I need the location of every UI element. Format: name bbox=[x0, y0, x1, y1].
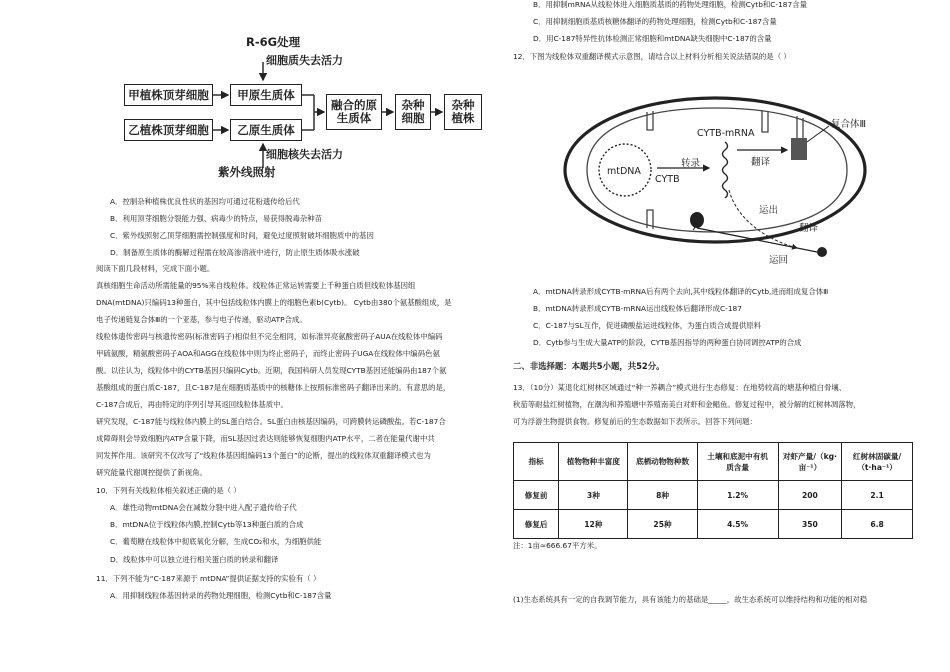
table-cell: 200 bbox=[778, 481, 842, 510]
passage-line: C-187合成后，再由特定的序列引导其返回线粒体基质中。 bbox=[96, 400, 288, 409]
translation-bottom-label: 翻译 bbox=[799, 223, 819, 234]
mrna-strand bbox=[723, 142, 728, 198]
q10-option-d: D．线粒体中可以独立进行相关蛋白质的转录和翻译 bbox=[110, 555, 279, 564]
passage-line: 研究能量代谢调控提供了新视角。 bbox=[96, 468, 207, 477]
q12-option-a: A．mtDNA转录形成CYTB-mRNA后有两个去向,其中线粒体翻译的Cytb,进而组成复合体Ⅲ bbox=[533, 287, 829, 296]
fused-protoplast-box: 融合的原生质体 bbox=[326, 94, 382, 130]
q13-line: 可为浮游生物提供食物。修复前后的生态数据如下表所示。回答下列问题： bbox=[513, 417, 757, 426]
q10-option-a: A．雄性动物mtDNA会在减数分裂中进入配子遗传给子代 bbox=[110, 503, 297, 512]
table-cell: 8种 bbox=[628, 481, 697, 510]
table-cell: 25种 bbox=[628, 510, 697, 539]
passage-line: 基酸组成的蛋白质C-187，且C-187是在细胞质基质中的核糖体上按照标准密码子翻译出来的。有意思的是， bbox=[96, 383, 451, 392]
q11-option-c: C．用抑制细胞质基质核糖体翻译的药物处理细胞，检测Cytb和C-187含量 bbox=[533, 17, 777, 26]
q12-option-b: B．mtDNA转录形成CYTB-mRNA运出线粒体后翻译形成C-187 bbox=[533, 304, 742, 313]
passage-line: 甲硫氨酸，精氨酸密码子AOA和AGG在线粒体中则为终止密码子，而终止密码子UGA在线粒体中编码色氨 bbox=[96, 349, 440, 358]
mtdna-label: mtDNA bbox=[607, 166, 641, 177]
table-header: 对虾产量/（kg·亩⁻¹） bbox=[778, 443, 842, 481]
passage-line: 研究发现，C-187能与线粒体内膜上的SL蛋白结合。SL蛋白由核基因编码，可跨膜转运磷酸盐。若C-187合 bbox=[96, 417, 446, 426]
table-cell: 2.1 bbox=[842, 481, 913, 510]
passage-line: 线粒体遗传密码与核遗传密码(标准密码子)相似但不完全相同，如标准异亮氨酸密码子AUA在线粒体中编码 bbox=[96, 332, 443, 341]
mrna-label: CYTB-mRNA bbox=[697, 128, 755, 139]
q12-stem: 12．下图为线粒体双重翻译模式示意图，请结合以上材料分析相关说法错误的是（ ） bbox=[513, 52, 791, 61]
passage-line: 真核细胞生命活动所需能量的95%来自线粒体。线粒体正常运转需要上千种蛋白质但线粒体基因组 bbox=[96, 281, 416, 290]
passage-line: 同发挥作用。该研究不仅改写了“线粒体基因组编码13个蛋白”的论断，提出的线粒体双重翻译模式也为 bbox=[96, 451, 431, 460]
nucleus-inactive-label: 细胞核失去活力 bbox=[266, 148, 343, 161]
passage-line: 酸。以往认为，线粒体中的CYTB基因只编码Cytb。近期，我国科研人员发现CYTB基因还能编码由187个氨 bbox=[96, 366, 447, 375]
passage-line: 电子传递链复合体Ⅲ的一个亚基，参与电子传递，驱动ATP合成。 bbox=[96, 315, 307, 324]
q11-option-d: D．用C-187特异性抗体检测正常细胞和mtDNA缺失细胞中C-187的含量 bbox=[533, 34, 772, 43]
q10-option-c: C．葡萄糖在线粒体中彻底氧化分解，生成CO₂和水，为细胞供能 bbox=[110, 537, 322, 546]
q10-option-b: B．mtDNA位于线粒体内膜,控制Cytb等13种蛋白质的合成 bbox=[110, 520, 304, 529]
table-header: 植物物种丰富度 bbox=[559, 443, 628, 481]
complex-iii-label: 复合体Ⅲ bbox=[831, 119, 867, 130]
fusion-flowchart bbox=[88, 0, 493, 190]
cell-a-box: 甲植株顶芽细胞 bbox=[124, 84, 213, 106]
q11-option-a: A．用抑制线粒体基因转录的药物处理细胞，检测Cytb和C-187含量 bbox=[110, 591, 332, 600]
q10-stem: 10．下列有关线粒体相关叙述正确的是（ ） bbox=[96, 486, 241, 495]
q11-option-b: B．用抑制mRNA从线粒体进入细胞质基质的药物处理细胞，检测Cytb和C-187含量 bbox=[533, 0, 807, 9]
translation-top-label: 翻译 bbox=[751, 157, 771, 168]
hybrid-plant-box: 杂种植株 bbox=[444, 94, 482, 130]
q12-option-d: D．Cytb参与生成大量ATP的阶段，CYTB基因指导的两种蛋白协同调控ATP的合成 bbox=[533, 338, 802, 347]
passage-intro: 阅读下面几段材料，完成下面小题。 bbox=[96, 264, 215, 273]
table-cell: 12种 bbox=[559, 510, 628, 539]
mito-diagram-shapes bbox=[547, 70, 897, 270]
export-label: 运出 bbox=[759, 205, 779, 216]
table-header: 指标 bbox=[514, 443, 559, 481]
table-row bbox=[514, 481, 913, 510]
table-cell: 4.5% bbox=[697, 510, 778, 539]
table-row bbox=[514, 510, 913, 539]
cytoplasm-inactive-label: 细胞质失去活力 bbox=[266, 54, 343, 67]
table-header-row bbox=[514, 443, 913, 481]
passage-line: DNA(mtDNA)只编码13种蛋白，其中包括线粒体内膜上的细胞色素b(Cytb)。 Cytb由380个氨基酸组成，是 bbox=[96, 298, 452, 307]
q11-stem: 11．下列不能为“C-187来源于 mtDNA”提供证据支持的实验有（ ） bbox=[96, 574, 321, 583]
return-label: 运回 bbox=[769, 255, 789, 266]
q9-option-c: C．紫外线照射乙顶芽细胞需控制强度和时间，避免过度照射破坏细胞质中的基因 bbox=[110, 231, 374, 240]
q12-option-c: C．C-187与SL互作，促进磷酸盐运进线粒体，为蛋白质合成提供原料 bbox=[533, 321, 762, 330]
uv-treatment-label: 紫外线照射 bbox=[218, 165, 276, 179]
eco-data-table bbox=[513, 442, 913, 539]
table-cell: 修复后 bbox=[514, 510, 559, 539]
cell-b-box: 乙植株顶芽细胞 bbox=[124, 119, 213, 141]
q9-option-b: B．利用顶芽细胞分裂能力强、病毒少的特点，易获得脱毒杂种苗 bbox=[110, 214, 323, 223]
q13-line: 13．（10分）某退化红树林区域通过“种一养耦合”模式进行生态修复：在地势较高的塘基种植白骨壤、 bbox=[513, 383, 847, 392]
q13-sub1: (1)生态系统具有一定的自我调节能力，具有该能力的基础是_____，故生态系统可以维持结构和功能的相对稳 bbox=[513, 595, 868, 604]
cytb-gene-label: CYTB bbox=[655, 174, 680, 185]
table-note: 注：1亩≈666.67平方米。 bbox=[513, 541, 602, 550]
q9-option-d: D．制备原生质体的酶解过程需在较高渗溶液中进行，防止原生质体吸水涨破 bbox=[110, 248, 360, 257]
table-header: 红树林固碳量/（t·ha⁻¹） bbox=[842, 443, 913, 481]
section-heading: 二、非选择题：本题共5小题，共52分。 bbox=[513, 361, 665, 371]
q13-line: 秋茄等耐盐红树植物，在潮沟和养殖塘中养殖南美白对虾和金鲳鱼。修复过程中，被分解的红树林凋落物， bbox=[513, 400, 861, 409]
table-cell: 350 bbox=[778, 510, 842, 539]
proto-b-box: 乙原生质体 bbox=[230, 119, 302, 141]
transcription-label: 转录 bbox=[681, 158, 701, 169]
complex-iii-shape bbox=[791, 138, 807, 160]
treatment-top-label: R-6G处理 bbox=[246, 35, 301, 49]
passage-line: 成障碍则会导致细胞内ATP含量下降，而SL基因过表达则能够恢复细胞内ATP水平，二者在能量代谢中共 bbox=[96, 434, 435, 443]
mito-diagram bbox=[547, 70, 897, 270]
table-cell: 修复前 bbox=[514, 481, 559, 510]
table-header: 土壤和底泥中有机质含量 bbox=[697, 443, 778, 481]
table-cell: 6.8 bbox=[842, 510, 913, 539]
q9-option-a: A．控制杂种植株优良性状的基因均可通过花粉遗传给后代 bbox=[110, 197, 300, 206]
table-cell: 1.2% bbox=[697, 481, 778, 510]
hybrid-cell-box: 杂种细胞 bbox=[395, 94, 431, 130]
table-cell: 3种 bbox=[559, 481, 628, 510]
proto-a-box: 甲原生质体 bbox=[230, 84, 302, 106]
c187-dot bbox=[817, 247, 827, 257]
table-header: 底栖动物物种数 bbox=[628, 443, 697, 481]
